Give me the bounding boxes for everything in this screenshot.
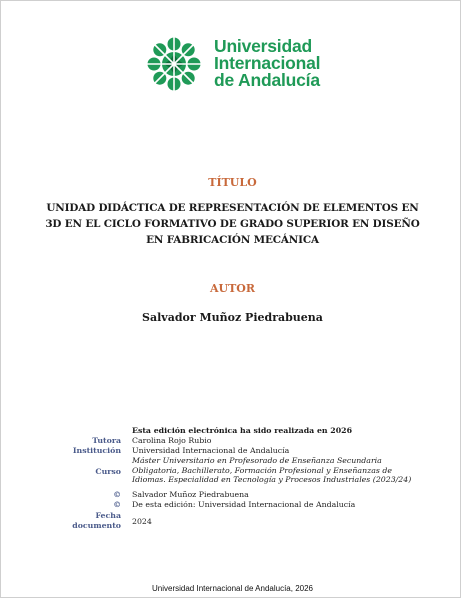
copyright-value-2: De esta edición: Universidad Internacional de Andalucía — [132, 500, 356, 509]
copyright-label-2: © — [113, 500, 121, 509]
page-footer: Universidad Internacional de Andalucía, 2026 — [152, 584, 313, 593]
curso-label: Curso — [95, 467, 121, 476]
edition-note: Esta edición electrónica ha sido realizada en 2026 — [132, 426, 352, 435]
document-title-line3: EN FABRICACIÓN MECÁNICA — [146, 234, 319, 246]
author-label: AUTOR — [209, 282, 256, 295]
copyright-value-1: Salvador Muñoz Piedrabuena — [132, 490, 249, 499]
copyright-label-1: © — [113, 490, 121, 499]
fecha-label — [11, 511, 121, 530]
fecha-value: 2024 — [132, 517, 152, 526]
curso-value-line2: Obligatoria, Bachillerato, Formación Profesional y Enseñanzas de — [132, 465, 392, 475]
institucion-value: Universidad Internacional de Andalucía — [132, 446, 290, 455]
curso-value-line1: Máster Universitario en Profesorado de Enseñanza Secundaria — [132, 456, 382, 465]
university-name-line2: Internacional — [214, 53, 321, 73]
university-name — [214, 38, 320, 89]
fecha-label-line2: documento — [72, 520, 121, 530]
document-title — [41, 200, 424, 248]
document-title-line1: UNIDAD DIDÁCTICA DE REPRESENTACIÓN DE ELEMENTOS EN — [46, 202, 419, 214]
university-name-line3: de Andalucía — [214, 70, 320, 90]
curso-value-line3: Idiomas. Especialidad en Tecnología y Procesos Industriales (2023/24) — [132, 475, 412, 484]
institucion-label: Institución — [72, 446, 121, 455]
title-label: TÍTULO — [208, 176, 257, 189]
author-name: Salvador Muñoz Piedrabuena — [142, 311, 323, 324]
tutora-label: Tutora — [92, 436, 121, 445]
curso-value — [132, 456, 432, 485]
uia-star-logo-icon — [147, 37, 201, 91]
fecha-label-line1: Fecha — [95, 511, 121, 520]
document-title-line2: 3D EN EL CICLO FORMATIVO DE GRADO SUPERIOR EN DISEÑO — [45, 218, 420, 230]
university-name-line1: Universidad — [214, 36, 312, 56]
tutora-value: Carolina Rojo Rubio — [132, 436, 212, 445]
